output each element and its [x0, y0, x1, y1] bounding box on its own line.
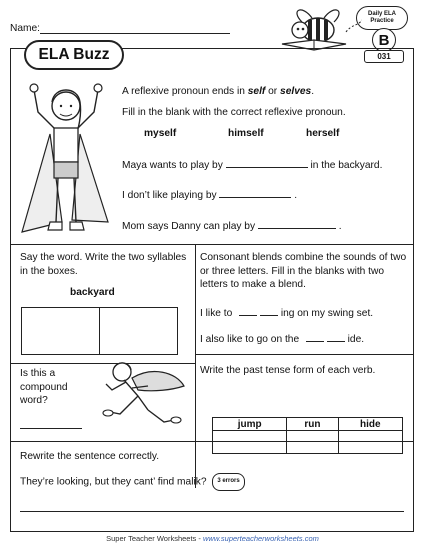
blend-2-blank-b[interactable]: [327, 332, 345, 342]
blend-sentence-2: [200, 332, 364, 347]
blend-1-blank-a[interactable]: [239, 306, 257, 316]
rule-selves: selves: [280, 86, 312, 97]
sentence-maya: [122, 158, 382, 173]
version-letter: B: [372, 28, 396, 52]
answer-jump[interactable]: [213, 431, 287, 454]
reflexive-instruction: Fill in the blank with the correct reflexive pronoun.: [122, 107, 346, 118]
footer: [0, 534, 425, 543]
syllable-word: backyard: [70, 287, 115, 298]
blend-2-end: ide.: [347, 334, 365, 345]
rewrite-answer-line[interactable]: [20, 511, 404, 512]
verb-answer-row: [213, 431, 403, 454]
choice-herself: herself: [306, 128, 340, 139]
blank-maya[interactable]: [226, 158, 308, 168]
sentence-playing-start: I don’t like playing by: [122, 190, 217, 201]
sentence-maya-end: in the backyard.: [310, 160, 383, 171]
verb-hide: hide: [338, 418, 402, 431]
blend-1-blank-b[interactable]: [260, 306, 278, 316]
sentence-danny-start: Mom says Danny can play by: [122, 221, 256, 232]
badge-line-1: Daily ELA: [367, 11, 396, 17]
rewrite-sentence-row: [20, 473, 245, 491]
blend-1-end: ing on my swing set.: [280, 308, 374, 319]
rule-self: self: [247, 86, 266, 97]
sentence-danny: [122, 219, 342, 234]
divider-middle-vertical: [195, 244, 196, 488]
name-label: Name:: [10, 23, 41, 34]
sheet-number: 031: [364, 50, 404, 63]
rule-text-start: A reflexive pronoun ends in: [122, 86, 248, 97]
divider-right-lower: [195, 354, 413, 355]
past-tense-table: [212, 417, 403, 454]
blend-2-blank-a[interactable]: [306, 332, 324, 342]
daily-practice-badge: [356, 6, 408, 30]
rule-end: .: [311, 86, 315, 97]
title-badge: ELA Buzz: [24, 40, 124, 70]
blend-sentence-1: [200, 306, 373, 321]
running-girl-illustration: [92, 356, 186, 434]
verb-jump: jump: [213, 418, 287, 431]
sentence-danny-end: .: [338, 221, 342, 232]
errors-badge: 3 errors: [212, 473, 244, 491]
bee-reading-icon: [272, 6, 362, 52]
sentence-playing: [122, 188, 297, 203]
blend-1-start: I like to: [200, 308, 233, 319]
rewrite-instruction: Rewrite the sentence correctly.: [20, 451, 160, 462]
syllable-box-1[interactable]: [21, 307, 100, 355]
name-line[interactable]: [40, 33, 230, 34]
sentence-playing-end: .: [294, 190, 298, 201]
blank-danny[interactable]: [258, 219, 336, 229]
footer-url[interactable]: www.superteacherworksheets.com: [202, 534, 319, 543]
divider-top: [11, 244, 413, 245]
badge-line-2: Practice: [370, 18, 394, 24]
past-tense-instruction: Write the past tense form of each verb.: [200, 365, 376, 376]
choice-myself: myself: [144, 128, 177, 139]
answer-hide[interactable]: [338, 431, 402, 454]
syllable-instruction: Say the word. Write the two syllables in the boxes.: [20, 252, 187, 277]
answer-run[interactable]: [287, 431, 338, 454]
sentence-maya-start: Maya wants to play by: [122, 160, 223, 171]
footer-brand: Super Teacher Worksheets -: [106, 534, 203, 543]
blend-2-start: I also like to go on the: [200, 334, 300, 345]
compound-answer-line[interactable]: [20, 428, 82, 429]
superhero-girl-illustration: [16, 72, 116, 242]
rewrite-sentence: They’re looking, but they cant’ find malik?: [20, 476, 207, 488]
compound-question: Is this a compound word?: [20, 368, 68, 406]
rule-or: or: [265, 86, 281, 97]
blend-instruction: Consonant blends combine the sounds of two or three letters. Fill in the blanks with two letters to make a blend.: [200, 252, 407, 290]
reflexive-rule: [122, 85, 314, 99]
choice-himself: himself: [228, 128, 264, 139]
syllable-box-2[interactable]: [99, 307, 178, 355]
blank-playing[interactable]: [219, 188, 291, 198]
verb-header-row: [213, 418, 403, 431]
verb-run: run: [287, 418, 338, 431]
